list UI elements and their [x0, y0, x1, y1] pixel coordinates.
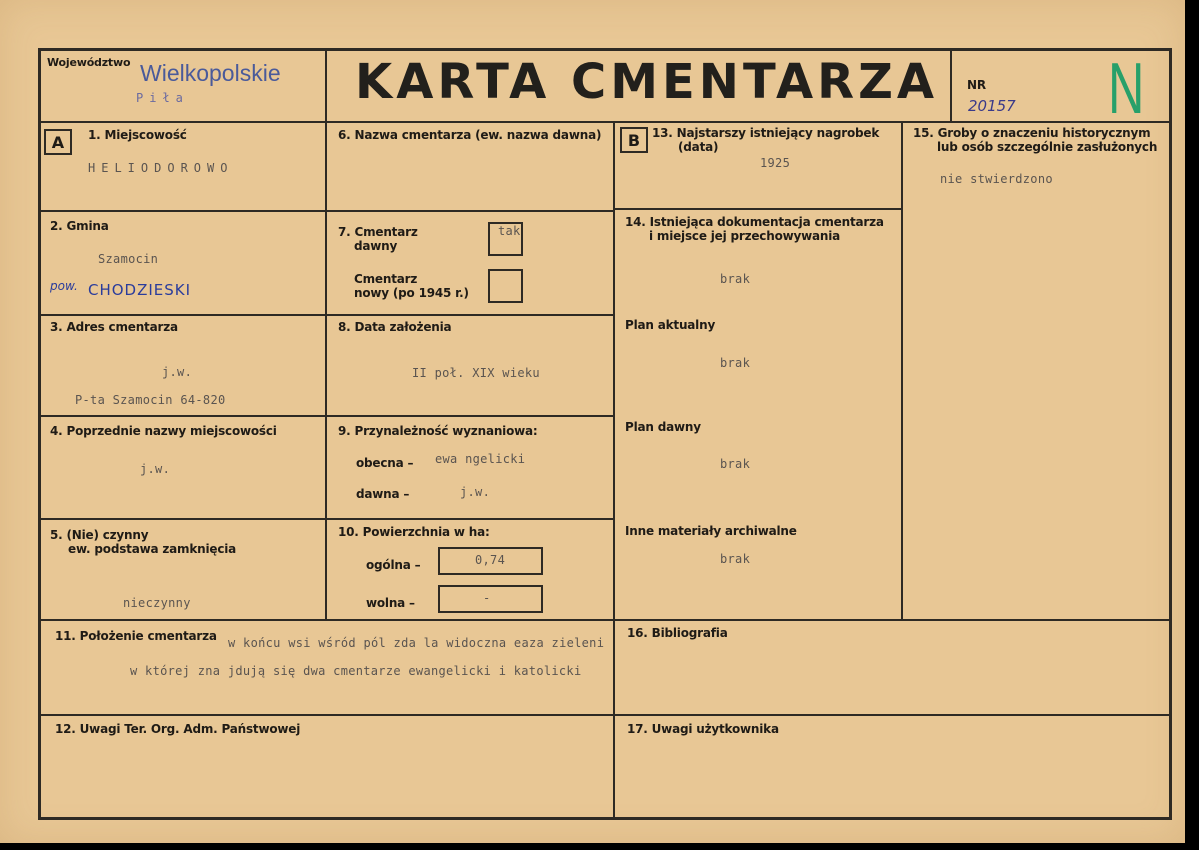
f3-value-1: j.w.: [162, 365, 193, 379]
f10-ogolna-value: 0,74: [475, 553, 506, 567]
wojewodztwo-label: Województwo: [47, 56, 131, 69]
f7-value: tak: [498, 224, 521, 238]
row-divider-4: [38, 518, 615, 520]
f13-value: 1925: [760, 156, 791, 170]
f12-label: 12. Uwagi Ter. Org. Adm. Państwowej: [55, 722, 301, 736]
plan-aktualny-label: Plan aktualny: [625, 318, 716, 332]
f8-label: 8. Data założenia: [338, 320, 452, 334]
f15-label-2: lub osób szczególnie zasłużonych: [937, 140, 1158, 154]
f7-label-1: 7. Cmentarz: [338, 225, 418, 239]
f10-label: 10. Powierzchnia w ha:: [338, 525, 490, 539]
f7b-label-2: nowy (po 1945 r.): [354, 286, 469, 300]
col-divider-a: [325, 121, 327, 621]
f10-wolna-value: -: [483, 591, 491, 605]
f15-value: nie stwierdzono: [940, 172, 1053, 186]
f11-value-1: w końcu wsi wśród pól zda la widoczna eaza zieleni: [228, 636, 605, 650]
f2-pow-value: CHODZIESKI: [88, 281, 192, 299]
row-divider-2: [38, 314, 615, 316]
section-a-badge: A: [44, 129, 72, 155]
f10-wolna-label: wolna –: [366, 596, 415, 610]
f4-label: 4. Poprzednie nazwy miejscowości: [50, 424, 277, 438]
row-divider-3: [38, 415, 615, 417]
f14-value: brak: [720, 272, 751, 286]
f5-value: nieczynny: [123, 596, 191, 610]
section-b-badge: B: [620, 127, 648, 153]
f9-label: 9. Przynależność wyznaniowa:: [338, 424, 538, 438]
f10-ogolna-label: ogólna –: [366, 558, 421, 572]
f2-value: Szamocin: [98, 252, 159, 266]
f6-label: 6. Nazwa cmentarza (ew. nazwa dawna): [338, 128, 602, 142]
f2-label: 2. Gmina: [50, 219, 109, 233]
nr-label: NR: [967, 78, 986, 92]
powiat-stamp: Piła: [136, 91, 189, 105]
row-divider-b1: [613, 208, 903, 210]
f1-value: HELIODOROWO: [88, 161, 234, 175]
f11-value-2: w której zna jdują się dwa cmentarze ewangelicki i katolicki: [130, 664, 582, 678]
col-divider-c: [901, 121, 903, 621]
plan-dawny-label: Plan dawny: [625, 420, 701, 434]
f9-dawna-value: j.w.: [460, 485, 491, 499]
card-title: KARTA CMENTARZA: [355, 54, 939, 110]
inne-materialy-value: brak: [720, 552, 751, 566]
header-col-divider-2: [950, 48, 952, 123]
f11-label: 11. Położenie cmentarza: [55, 629, 217, 643]
f15-label-1: 15. Groby o znaczeniu historycznym: [913, 126, 1151, 140]
f8-value: II poł. XIX wieku: [412, 366, 540, 380]
f14-label-2: i miejsce jej przechowywania: [649, 229, 841, 243]
corner-mark: N: [1108, 49, 1145, 129]
f13-label-2: (data): [678, 140, 719, 154]
f7b-label-1: Cmentarz: [354, 272, 418, 286]
f14-label-1: 14. Istniejąca dokumentacja cmentarza: [625, 215, 884, 229]
f7-checkbox-nowy[interactable]: [488, 269, 523, 303]
header-col-divider-1: [325, 48, 327, 123]
f5-label-2: ew. podstawa zamknięcia: [68, 542, 237, 556]
f9-dawna-label: dawna –: [356, 487, 410, 501]
f16-label: 16. Bibliografia: [627, 626, 728, 640]
plan-dawny-value: brak: [720, 457, 751, 471]
f7-label-2: dawny: [354, 239, 398, 253]
f5-label-1: 5. (Nie) czynny: [50, 528, 149, 542]
f1-label: 1. Miejscowość: [88, 128, 187, 142]
inne-materialy-label: Inne materiały archiwalne: [625, 524, 797, 538]
f17-label: 17. Uwagi użytkownika: [627, 722, 779, 736]
f9-obecna-value: ewa ngelicki: [435, 452, 526, 466]
plan-aktualny-value: brak: [720, 356, 751, 370]
nr-value: 20157: [968, 97, 1016, 115]
f4-value: j.w.: [140, 462, 171, 476]
row-divider-5: [38, 619, 1172, 621]
header-divider: [38, 121, 1172, 123]
row-divider-1: [38, 210, 615, 212]
f2-pow-label: pow.: [50, 279, 78, 293]
f3-label: 3. Adres cmentarza: [50, 320, 178, 334]
f13-label-1: 13. Najstarszy istniejący nagrobek: [652, 126, 880, 140]
wojewodztwo-stamp: Wielkopolskie: [140, 60, 281, 86]
f3-value-2: P-ta Szamocin 64-820: [75, 393, 226, 407]
row-divider-6: [38, 714, 1172, 716]
f9-obecna-label: obecna –: [356, 456, 414, 470]
